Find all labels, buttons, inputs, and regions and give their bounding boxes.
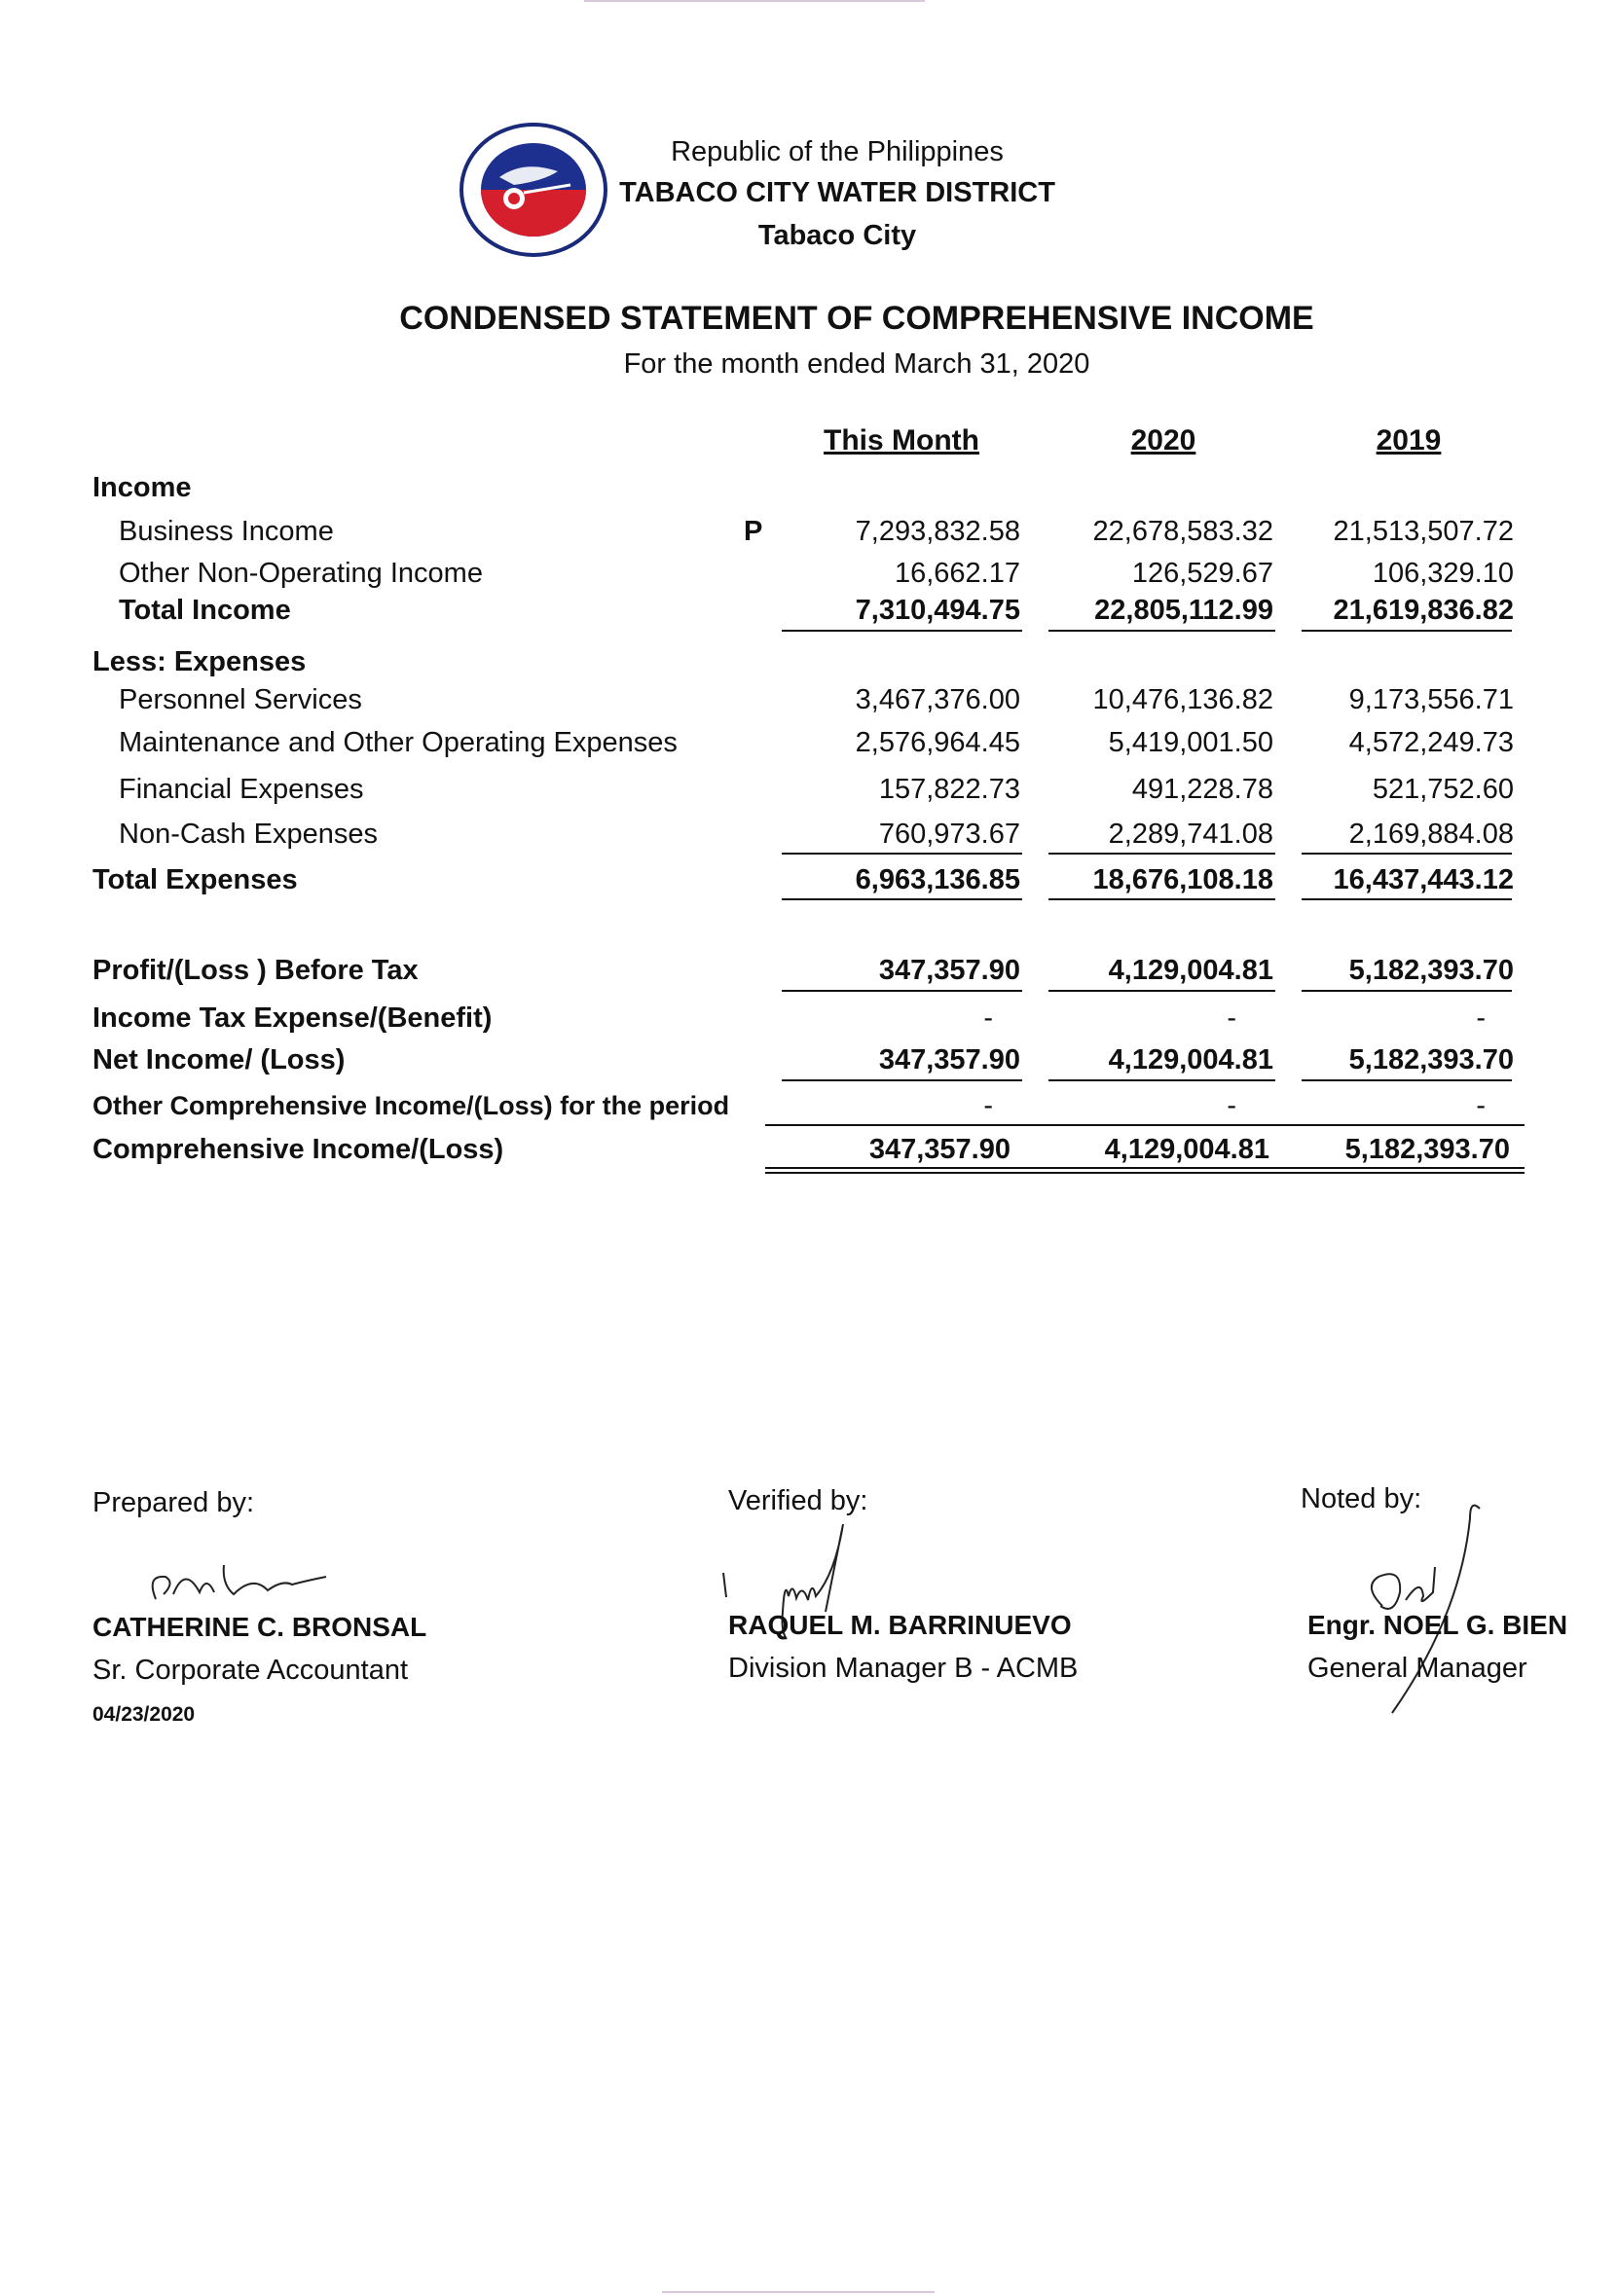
row-label: Profit/(Loss ) Before Tax: [92, 955, 419, 986]
scan-edge-top: [584, 0, 925, 2]
row-label: Other Comprehensive Income/(Loss) for the period: [92, 1091, 730, 1120]
value-this-month: 760,973.67: [878, 819, 1020, 850]
non-cash-rule: [1302, 853, 1512, 855]
total-expenses-row: [0, 861, 1617, 900]
row-label: Comprehensive Income/(Loss): [92, 1134, 504, 1165]
column-header-2019: 2019: [1376, 424, 1442, 456]
value-this-month: 347,357.90: [878, 955, 1020, 986]
business-income-row: [0, 513, 1617, 552]
value-2019: -: [1476, 1090, 1486, 1121]
net-income-row: [0, 1041, 1617, 1080]
verified-by-name: RAQUEL M. BARRINUEVO: [728, 1610, 1072, 1640]
value-this-month: 6,963,136.85: [855, 864, 1020, 895]
financial-expenses-row: [0, 771, 1617, 810]
value-2020: 2,289,741.08: [1108, 819, 1273, 850]
value-this-month: 347,357.90: [878, 1044, 1020, 1075]
value-2019: 106,329.10: [1372, 558, 1514, 589]
value-2019: 5,182,393.70: [1348, 955, 1514, 986]
row-label: Net Income/ (Loss): [92, 1044, 346, 1075]
other-comprehensive-row: [0, 1087, 1617, 1126]
value-2020: 4,129,004.81: [1104, 1134, 1269, 1165]
value-2020: 5,419,001.50: [1108, 727, 1273, 758]
prepared-by-position: Sr. Corporate Accountant: [92, 1655, 409, 1686]
row-label: Business Income: [119, 516, 334, 547]
comprehensive-double-rule: [765, 1167, 1525, 1174]
row-label: Non-Cash Expenses: [119, 819, 378, 850]
value-this-month: 7,310,494.75: [855, 595, 1020, 626]
header-city: Tabaco City: [757, 220, 917, 251]
header-district-name: TABACO CITY WATER DISTRICT: [619, 177, 1055, 208]
value-2019: 521,752.60: [1372, 774, 1514, 805]
total-expenses-rule: [1048, 898, 1275, 900]
value-this-month: 3,467,376.00: [855, 684, 1020, 715]
row-label: Income Tax Expense/(Benefit): [92, 1002, 493, 1034]
before-tax-rule: [1048, 990, 1275, 992]
total-expenses-rule: [782, 898, 1022, 900]
value-2020: 126,529.67: [1131, 558, 1273, 589]
row-label: Personnel Services: [119, 684, 362, 715]
column-header-this-month: This Month: [824, 424, 979, 456]
before-tax-rule: [782, 990, 1022, 992]
column-header-2020: 2020: [1130, 424, 1196, 456]
value-2020: -: [1227, 1002, 1236, 1034]
profit-before-tax-row: [0, 952, 1617, 991]
value-2020: 4,129,004.81: [1108, 1044, 1273, 1075]
prepared-by-name: CATHERINE C. BRONSAL: [92, 1612, 427, 1642]
value-2019: -: [1476, 1002, 1486, 1034]
row-label: Total Income: [119, 595, 291, 626]
value-this-month: 16,662.17: [894, 558, 1020, 589]
noted-by-label: Noted by:: [1301, 1483, 1422, 1514]
total-expenses-rule: [1302, 898, 1512, 900]
currency-mark: P: [744, 516, 763, 547]
row-label: Financial Expenses: [119, 774, 364, 805]
verified-by-label: Verified by:: [728, 1485, 868, 1516]
statement-period: For the month ended March 31, 2020: [623, 348, 1090, 380]
noted-by-name: Engr. NOEL G. BIEN: [1307, 1610, 1568, 1640]
value-this-month: -: [983, 1090, 993, 1121]
value-2020: 10,476,136.82: [1092, 684, 1273, 715]
other-income-row: [0, 555, 1617, 594]
value-2019: 21,619,836.82: [1333, 595, 1514, 626]
personnel-services-row: [0, 681, 1617, 720]
net-income-rule: [1048, 1079, 1275, 1081]
value-this-month: 157,822.73: [878, 774, 1020, 805]
row-label: Total Expenses: [92, 864, 298, 895]
value-2020: 491,228.78: [1131, 774, 1273, 805]
expenses-heading-row: [0, 643, 1617, 682]
mooe-row: [0, 724, 1617, 763]
statement-title: CONDENSED STATEMENT OF COMPREHENSIVE INCOME: [399, 300, 1314, 337]
verified-by-position: Division Manager B - ACMB: [728, 1653, 1079, 1684]
income-heading-row: [0, 469, 1617, 508]
prepared-date: 04/23/2020: [92, 1703, 196, 1726]
value-this-month: 2,576,964.45: [855, 727, 1020, 758]
value-this-month: 347,357.90: [868, 1134, 1011, 1165]
comprehensive-income-row: [0, 1131, 1617, 1170]
non-cash-rule: [782, 853, 1022, 855]
value-2020: -: [1227, 1090, 1236, 1121]
total-income-rule: [1048, 630, 1275, 632]
scan-edge-bottom: [662, 2291, 935, 2293]
value-2020: 22,678,583.32: [1092, 516, 1273, 547]
value-2020: 22,805,112.99: [1094, 595, 1273, 626]
value-2019: 2,169,884.08: [1348, 819, 1514, 850]
value-2019: 21,513,507.72: [1333, 516, 1514, 547]
noted-by-position: General Manager: [1307, 1653, 1527, 1684]
row-label: Maintenance and Other Operating Expenses: [119, 727, 678, 758]
prepared-by-label: Prepared by:: [92, 1487, 255, 1518]
net-income-rule: [782, 1079, 1022, 1081]
non-cash-rule: [1048, 853, 1275, 855]
income-heading: Income: [92, 472, 192, 503]
row-label: Other Non-Operating Income: [119, 558, 483, 589]
total-income-row: [0, 592, 1617, 631]
non-cash-expenses-row: [0, 816, 1617, 855]
value-2019: 9,173,556.71: [1348, 684, 1514, 715]
signature-prepared-icon: [146, 1555, 341, 1614]
value-2019: 16,437,443.12: [1333, 864, 1514, 895]
value-2019: 4,572,249.73: [1348, 727, 1514, 758]
value-2020: 4,129,004.81: [1108, 955, 1273, 986]
header-republic: Republic of the Philippines: [671, 136, 1004, 167]
value-this-month: 7,293,832.58: [855, 516, 1020, 547]
total-income-rule: [1302, 630, 1512, 632]
value-2019: 5,182,393.70: [1344, 1134, 1510, 1165]
expenses-heading: Less: Expenses: [92, 646, 307, 677]
comprehensive-top-rule: [765, 1124, 1525, 1126]
net-income-rule: [1302, 1079, 1512, 1081]
value-2020: 18,676,108.18: [1092, 864, 1273, 895]
value-this-month: -: [983, 1002, 993, 1034]
value-2019: 5,182,393.70: [1348, 1044, 1514, 1075]
total-income-rule: [782, 630, 1022, 632]
before-tax-rule: [1302, 990, 1512, 992]
income-tax-row: [0, 1000, 1617, 1039]
